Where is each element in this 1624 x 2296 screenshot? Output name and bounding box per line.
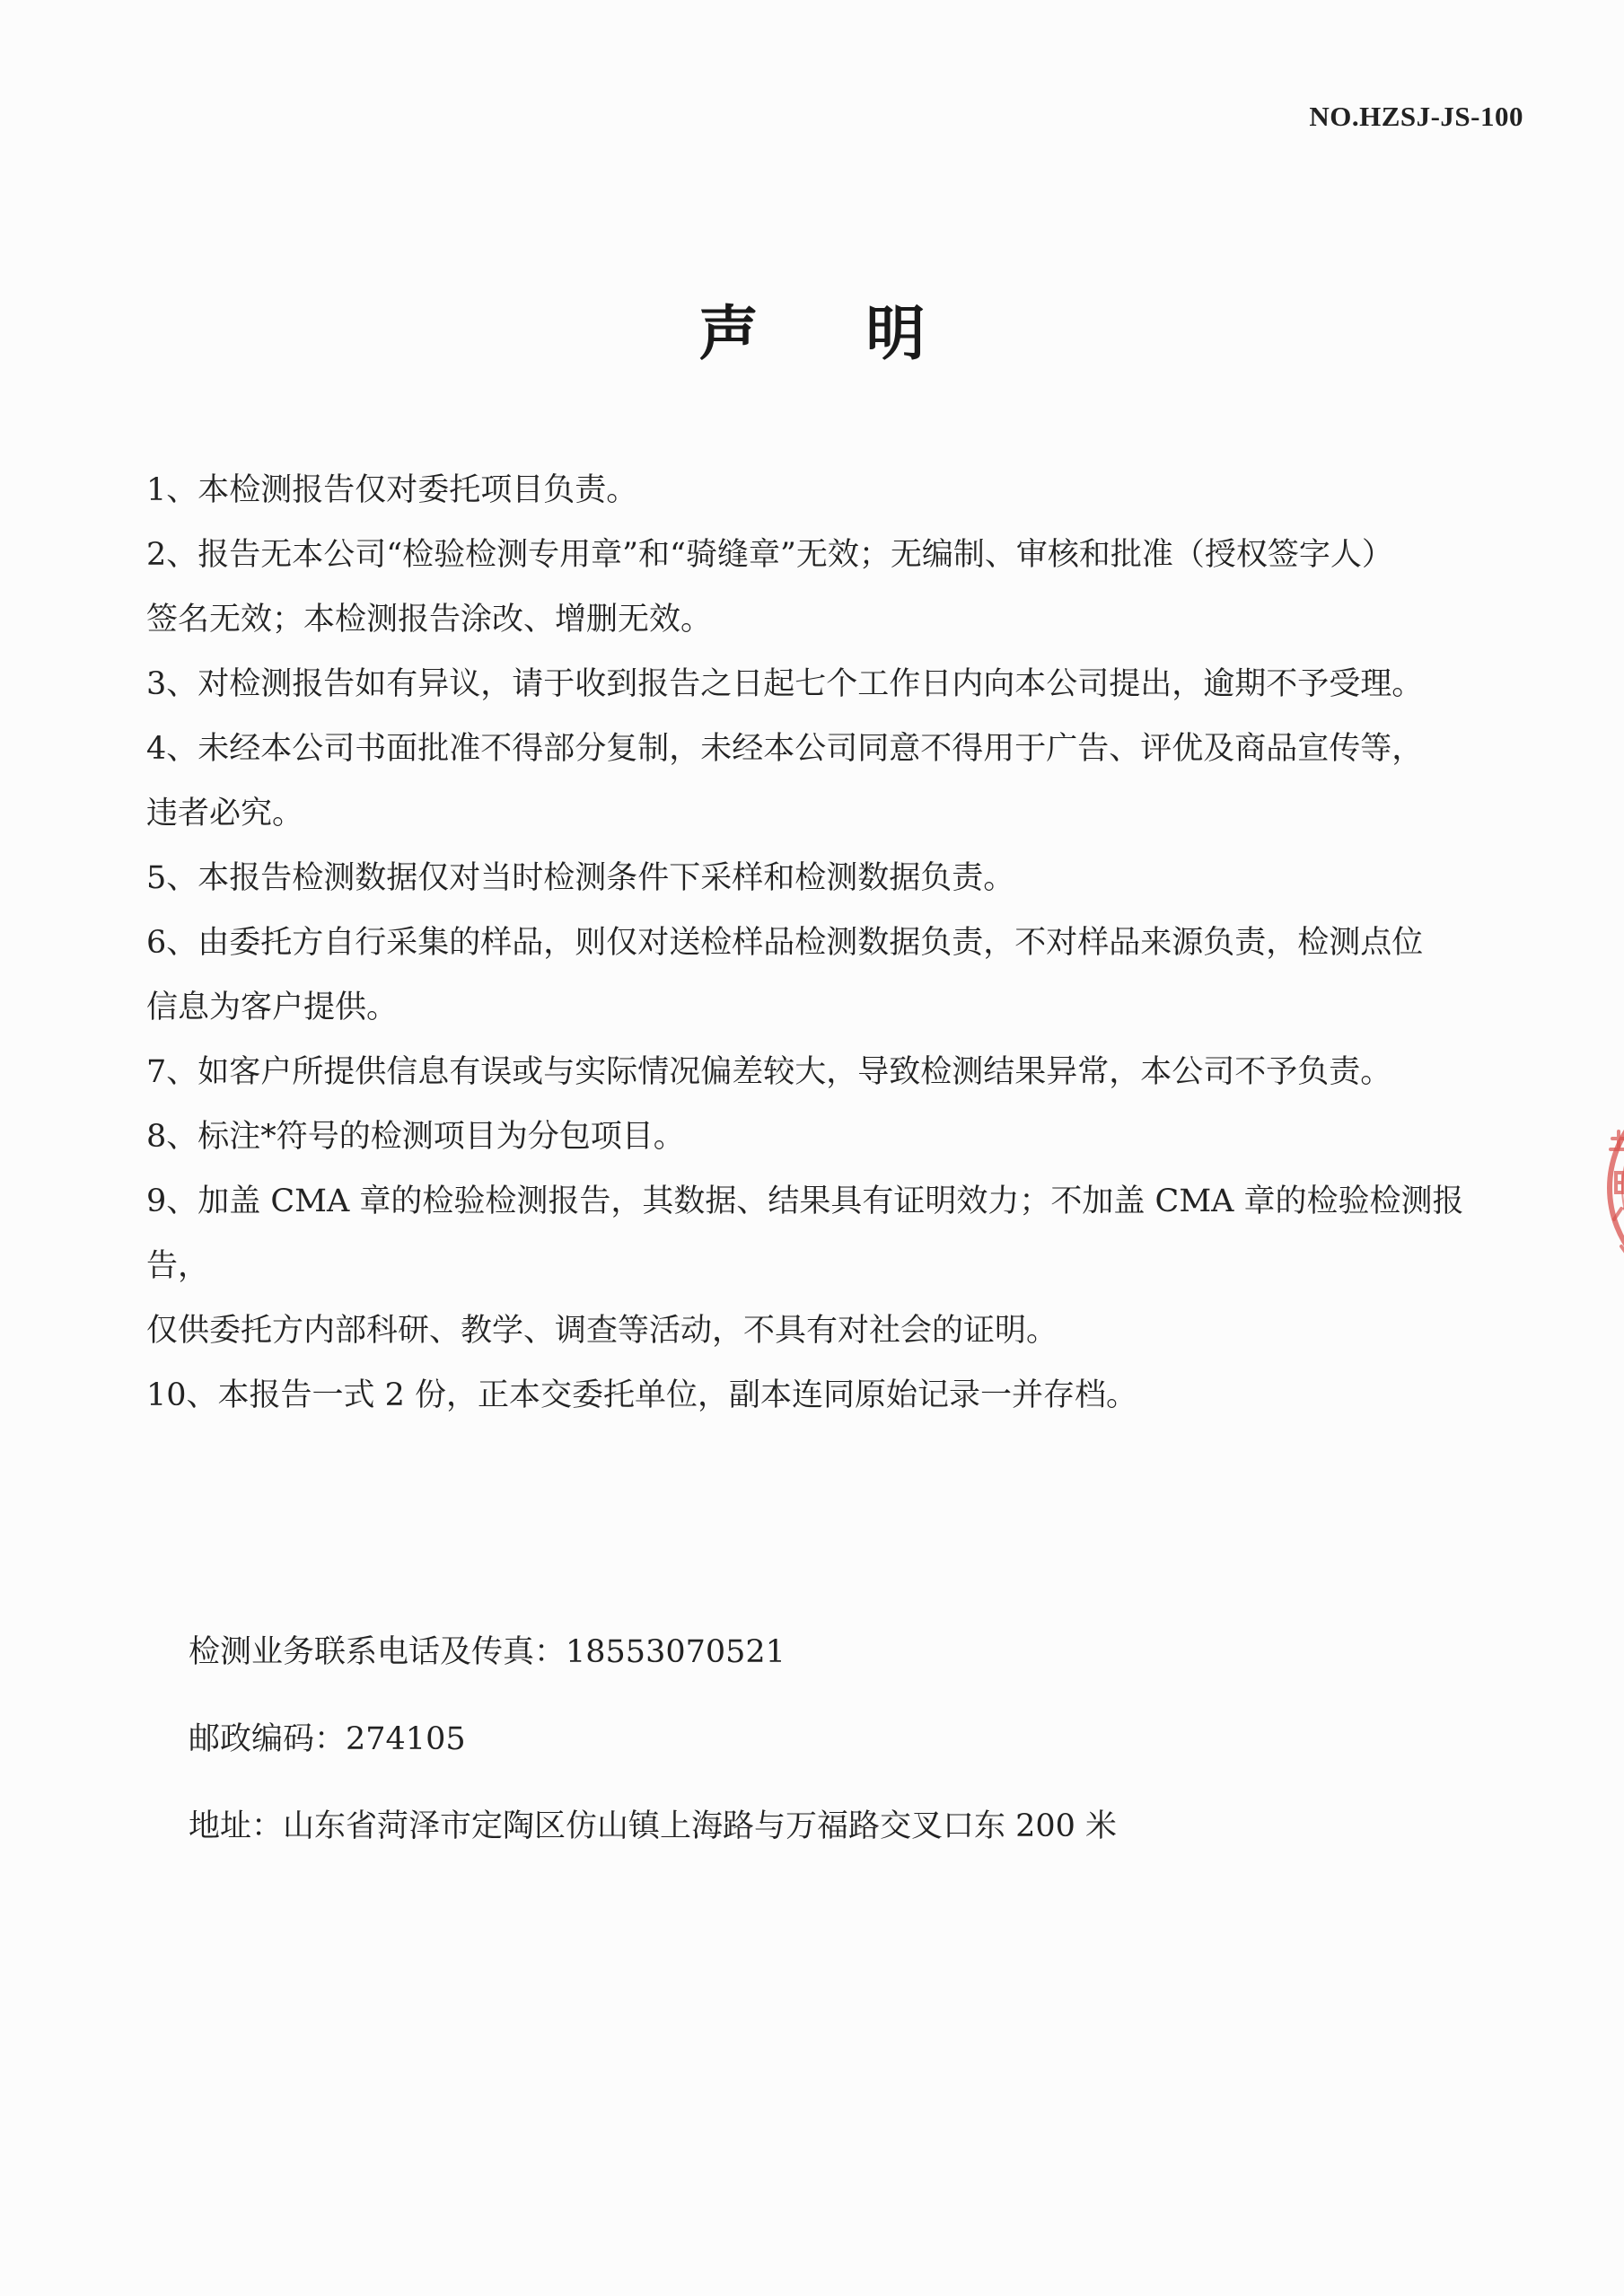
statement-line: 仅供委托方内部科研、教学、调查等活动，不具有对社会的证明。: [146, 1313, 1058, 1349]
statement-line: 5、本报告检测数据仅对当时检测条件下采样和检测数据负责。: [146, 860, 1015, 896]
statement-line: 7、如客户所提供信息有误或与实际情况偏差较大，导致检测结果异常，本公司不予负责。: [146, 1054, 1392, 1090]
phone-fax-line: 检测业务联系电话及传真：18553070521: [189, 1634, 786, 1670]
document-number: NO.HZSJ-JS-100: [1309, 101, 1523, 132]
statement-line: 10、本报告一式 2 份，正本交委托单位，副本连同原始记录一并存档。: [146, 1377, 1138, 1413]
contact-info: [189, 1625, 1356, 1887]
statement-line: 信息为客户提供。: [146, 990, 399, 1025]
statement-line: 4、未经本公司书面批准不得部分复制，未经本公司同意不得用于广告、评优及商品宣传等，: [146, 731, 1424, 767]
page-title: 声明: [698, 298, 1033, 368]
statement-line: 1、本检测报告仅对委托项目负责。: [146, 472, 638, 508]
statement-list: [146, 458, 1493, 1428]
statement-line: 9、加盖 CMA 章的检验检测报告，其数据、结果具有证明效力；不加盖 CMA 章的检验检测报告，: [146, 1183, 1464, 1284]
postal-code-line: 邮政编码：274105: [189, 1721, 466, 1757]
seal-stamp: [1594, 1067, 1624, 1309]
address-line: 地址：山东省菏泽市定陶区仿山镇上海路与万福路交叉口东 200 米: [189, 1808, 1118, 1844]
statement-line: 2、报告无本公司“检验检测专用章”和“骑缝章”无效；无编制、审核和批准（授权签字人）: [146, 537, 1393, 573]
statement-line: 8、标注*符号的检测项目为分包项目。: [146, 1119, 685, 1155]
statement-line: 6、由委托方自行采集的样品，则仅对送检样品检测数据负责，不对样品来源负责，检测点位: [146, 925, 1424, 961]
statement-line: 签名无效；本检测报告涂改、增删无效。: [146, 602, 713, 638]
statement-line: 3、对检测报告如有异议，请于收到报告之日起七个工作日内向本公司提出，逾期不予受理。: [146, 666, 1424, 702]
statement-line: 违者必究。: [146, 796, 304, 831]
